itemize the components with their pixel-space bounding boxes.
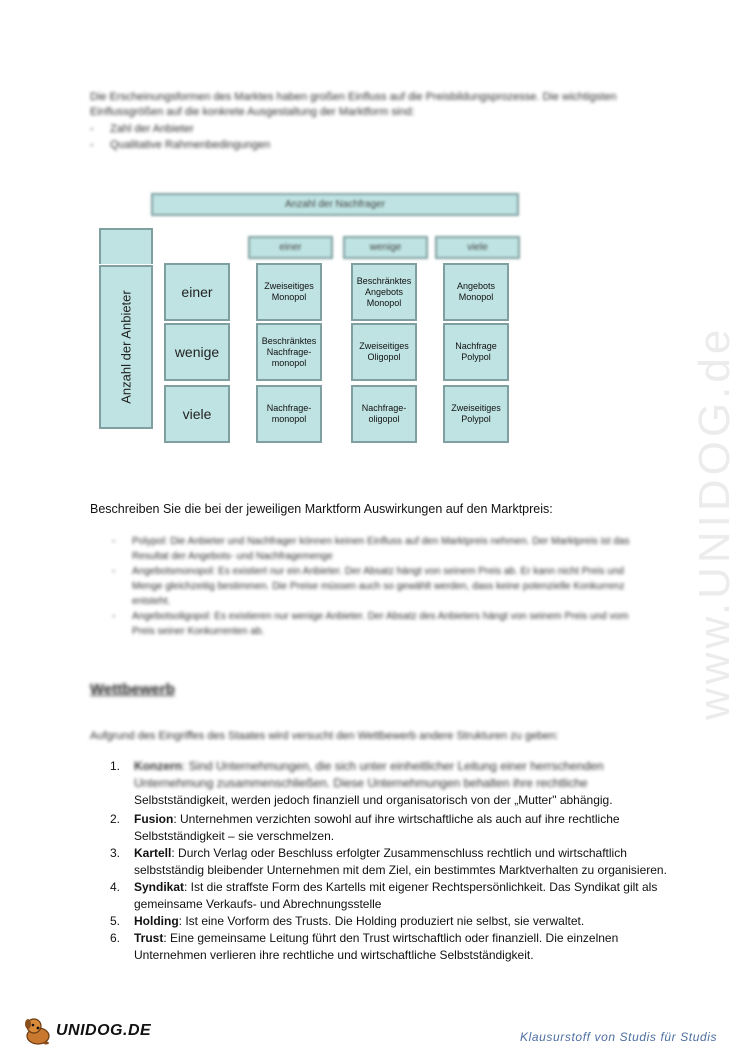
list-number: 6. xyxy=(110,931,121,945)
matrix-cell: Beschränktes Nachfrage- monopol xyxy=(256,323,322,381)
list-number: 1. xyxy=(110,759,121,773)
matrix-row-header: einer xyxy=(164,263,230,321)
answer-list xyxy=(132,534,637,639)
matrix-col-header: wenige xyxy=(343,236,428,259)
list-number: 3. xyxy=(110,846,121,860)
logo-text: UNIDOG.DE xyxy=(56,1022,152,1039)
list-term: Konzern xyxy=(134,759,182,773)
question-text: Beschreiben Sie die bei der jeweiligen Marktform Auswirkungen auf den Marktpreis: xyxy=(90,502,553,516)
matrix-cell: Zweiseitiges Polypol xyxy=(443,385,509,443)
matrix-row-header: viele xyxy=(164,385,230,443)
matrix-row-header: wenige xyxy=(164,323,230,381)
answer-item: - Angebotsoligopol: Es existieren nur wenige Anbieter. Der Absatz des Anbieters hängt von seinem Preis und vom Preis seiner Konkurrenten ab. xyxy=(132,609,637,639)
footer-tagline: Klausurstoff von Studis für Studis xyxy=(520,1030,718,1044)
matrix-side-header: Anzahl der Anbieter xyxy=(99,265,153,429)
intro-bullets xyxy=(110,121,270,153)
list-term: Holding xyxy=(134,914,179,928)
matrix-corner-cell xyxy=(99,228,153,264)
list-term: Kartell xyxy=(134,846,172,860)
list-item xyxy=(110,845,670,879)
dog-logo-icon xyxy=(22,1016,54,1046)
matrix-cell: Nachfrage- monopol xyxy=(256,385,322,443)
watermark: www.UNIDOG.de xyxy=(690,325,739,720)
matrix-cell: Nachfrage Polypol xyxy=(443,323,509,381)
list-text: : Unternehmen verzichten sowohl auf ihre wirtschaftliche als auch auf ihre rechtliche Selbstständigkeit – sie verschmelzen. xyxy=(134,812,620,843)
matrix-cell: Angebots Monopol xyxy=(443,263,509,321)
list-term: Trust xyxy=(134,931,164,945)
list-term: Fusion xyxy=(134,812,174,826)
answer-item: - Polypol: Die Anbieter und Nachfrager können keinen Einfluss auf den Marktpreis nehmen. Der Marktpreis ist das Resultat der Angebots- und Nachfragemenge xyxy=(132,534,637,564)
list-text: : Durch Verlag oder Beschluss erfolgter Zusammenschluss rechtlich und wirtschaftlich selbstständig bleibender Unternehmen mit dem Ziel, ein bestimmtes Marktverhalten zu organisieren. xyxy=(134,846,667,877)
matrix-cell: Beschränktes Angebots Monopol xyxy=(351,263,417,321)
list-item xyxy=(110,913,670,930)
list-number: 4. xyxy=(110,880,121,894)
company-forms-list xyxy=(110,758,670,964)
list-text: : Eine gemeinsame Leitung führt den Trust wirtschaftlich oder finanziell. Die einzelnen Unternehmen verlieren ihre rechtliche und wirtschaftliche Selbstständigkeit. xyxy=(134,931,619,962)
matrix-cell: Zweiseitiges Monopol xyxy=(256,263,322,321)
intro-paragraph: Die Erscheinungsformen des Marktes haben großen Einfluss auf die Preisbildungsprozesse. Die wichtigsten Einflussgrößen auf die konkrete Ausgestaltung der Marktform sind: xyxy=(90,91,617,118)
intro-bullet: - Zahl der Anbieter xyxy=(110,121,270,137)
matrix-cell: Nachfrage- oligopol xyxy=(351,385,417,443)
section-heading: Wettbewerb xyxy=(90,681,175,698)
list-text: : Ist eine Vorform des Trusts. Die Holding produziert nie selbst, sie verwaltet. xyxy=(178,914,585,928)
matrix-cell: Zweiseitiges Oligopol xyxy=(351,323,417,381)
section-intro: Aufgrund des Eingriffes des Staates wird versucht den Wettbewerb andere Strukturen zu geben: xyxy=(90,730,559,742)
list-item xyxy=(110,811,670,845)
list-text: Selbstständigkeit, werden jedoch finanziell und organisatorisch von der „Mutter" abhängig. xyxy=(134,793,613,807)
matrix-top-header: Anzahl der Nachfrager xyxy=(151,193,519,216)
matrix-col-header: viele xyxy=(435,236,520,259)
list-number: 5. xyxy=(110,914,121,928)
footer-logo xyxy=(22,1016,151,1046)
list-number: 2. xyxy=(110,812,121,826)
list-text: : Ist die straffste Form des Kartells mit eigener Rechtspersönlichkeit. Das Syndikat gilt als gemeinsame Verkaufs- und Abrechnungsstelle xyxy=(134,880,658,911)
intro-bullet: - Qualitative Rahmenbedingungen xyxy=(110,137,270,153)
list-item xyxy=(110,930,670,964)
list-item xyxy=(110,879,670,913)
list-item xyxy=(110,758,670,809)
matrix-col-header: einer xyxy=(248,236,333,259)
answer-item: - Angebotsmonopol: Es existiert nur ein Anbieter. Der Absatz hängt von seinem Preis ab. Er kann nicht Preis und Menge gleichzeitig bestimmen. Die Preise müssen auch so gewählt werden, dass keine potenzielle Konkurrenz entsteht. xyxy=(132,564,637,609)
list-term: Syndikat xyxy=(134,880,185,894)
list-blurred-text: : Sind Unternehmungen, die sich unter einheitlicher Leitung einer herrschenden Unternehmung zusammenschließen. Diese Unternehmungen behalten ihre rechtliche xyxy=(134,759,604,790)
